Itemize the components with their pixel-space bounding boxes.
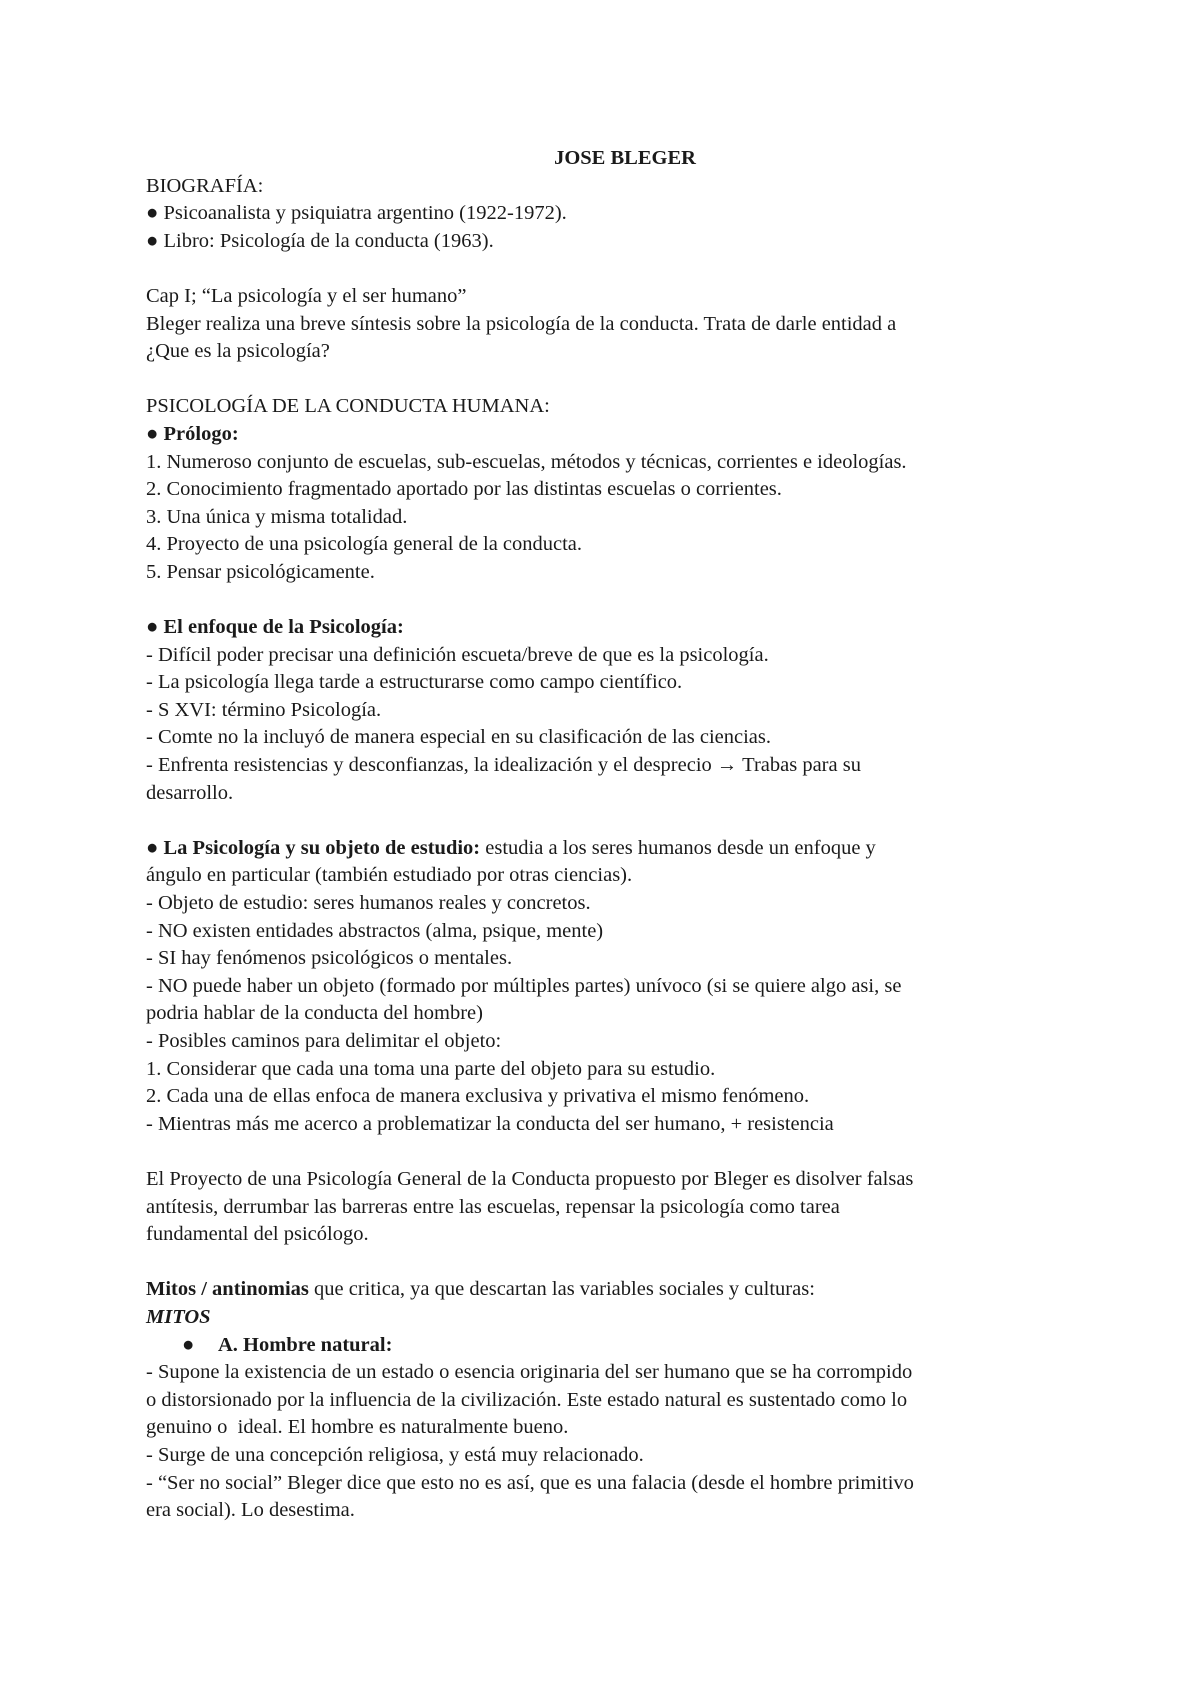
proyecto-line: fundamental del psicólogo.	[146, 1223, 369, 1246]
mitos-label: Mitos / antinomias	[146, 1278, 309, 1301]
mitos-item: era social). Lo desestima.	[146, 1499, 355, 1522]
mitos-item: genuino o ideal. El hombre es naturalmente bueno.	[146, 1416, 569, 1439]
mitos-item: o distorsionado por la influencia de la civilización. Este estado natural es sustentado como lo	[146, 1388, 908, 1411]
objeto-item: - NO puede haber un objeto (formado por múltiples partes) unívoco (si se quiere algo asi, se	[146, 974, 902, 997]
cap-line: ¿Que es la psicología?	[146, 340, 330, 363]
mitos-item: - Supone la existencia de un estado o esencia originaria del ser humano que se ha corrompido	[146, 1361, 913, 1384]
objeto-item: 2. Cada una de ellas enfoca de manera exclusiva y privativa el mismo fenómeno.	[146, 1085, 810, 1108]
objeto-item: - Objeto de estudio: seres humanos reales y concretos.	[146, 892, 591, 915]
mitos-label-rest: que critica, ya que descartan las variables sociales y culturas:	[308, 1278, 815, 1301]
objeto-heading-line	[146, 835, 1086, 863]
prologo-item: 1. Numeroso conjunto de escuelas, sub-escuelas, métodos y técnicas, corrientes e ideologías.	[146, 450, 907, 473]
enfoque-item: desarrollo.	[146, 781, 234, 804]
cap-heading: Cap I; “La psicología y el ser humano”	[146, 284, 467, 307]
mitos-intro-line	[146, 1276, 1086, 1304]
objeto-item: 1. Considerar que cada una toma una parte del objeto para su estudio.	[146, 1057, 716, 1080]
prologo-item: 5. Pensar psicológicamente.	[146, 560, 375, 583]
objeto-item: - Posibles caminos para delimitar el objeto:	[146, 1030, 502, 1052]
enfoque-label: ● El enfoque de la Psicología:	[146, 616, 404, 639]
objeto-item: - NO existen entidades abstractos (alma, psique, mente)	[146, 919, 604, 942]
bio-item: ● Psicoanalista y psiquiatra argentino (1922-1972).	[146, 202, 567, 225]
objeto-item: podria hablar de la conducta del hombre)	[146, 1002, 483, 1025]
objeto-label: ● La Psicología y su objeto de estudio:	[146, 836, 481, 859]
prologo-item: 4. Proyecto de una psicología general de la conducta.	[146, 533, 583, 556]
mitos-item: - “Ser no social” Bleger dice que esto no es así, que es una falacia (desde el hombre primitivo	[146, 1471, 914, 1494]
bio-heading: BIOGRAFÍA:	[146, 174, 264, 197]
proyecto-line: antítesis, derrumbar las barreras entre las escuelas, repensar la psicología como tarea	[146, 1195, 840, 1218]
objeto-label-rest: estudia a los seres humanos desde un enfoque y	[480, 836, 876, 859]
mitos-sub-heading	[146, 1332, 1086, 1360]
mitos-item: - Surge de una concepción religiosa, y está muy relacionado.	[146, 1443, 644, 1466]
document-title: JOSE BLEGER	[554, 147, 696, 169]
document-page	[146, 145, 1086, 1525]
bio-item: ● Libro: Psicología de la conducta (1963).	[146, 229, 494, 252]
enfoque-item: - La psicología llega tarde a estructurarse como campo científico.	[146, 671, 683, 694]
mitos-sub-label: A. Hombre natural:	[218, 1333, 393, 1356]
objeto-item: - Mientras más me acerco a problematizar la conducta del ser humano, + resistencia	[146, 1112, 834, 1135]
cap-line: Bleger realiza una breve síntesis sobre la psicología de la conducta. Trata de darle entidad a	[146, 312, 897, 335]
objeto-item: ángulo en particular (también estudiado por otras ciencias).	[146, 864, 633, 887]
prologo-item: 2. Conocimiento fragmentado aportado por las distintas escuelas o corrientes.	[146, 478, 782, 501]
proyecto-line: El Proyecto de una Psicología General de la Conducta propuesto por Bleger es disolver falsas	[146, 1167, 914, 1190]
enfoque-item: - Enfrenta resistencias y desconfianzas, la idealización y el desprecio → Trabas para su	[146, 754, 861, 777]
enfoque-item: - Comte no la incluyó de manera especial en su clasificación de las ciencias.	[146, 726, 771, 749]
objeto-item: - SI hay fenómenos psicológicos o mentales.	[146, 947, 513, 970]
enfoque-item: - Difícil poder precisar una definición escueta/breve de que es la psicología.	[146, 643, 769, 666]
enfoque-item: - S XVI: término Psicología.	[146, 698, 382, 721]
prologo-item: 3. Una única y misma totalidad.	[146, 505, 408, 528]
psico-heading: PSICOLOGÍA DE LA CONDUCTA HUMANA:	[146, 395, 550, 418]
mitos-heading: MITOS	[146, 1305, 211, 1328]
prologo-label: ● Prólogo:	[146, 422, 239, 445]
bullet-icon: ●	[182, 1333, 195, 1356]
